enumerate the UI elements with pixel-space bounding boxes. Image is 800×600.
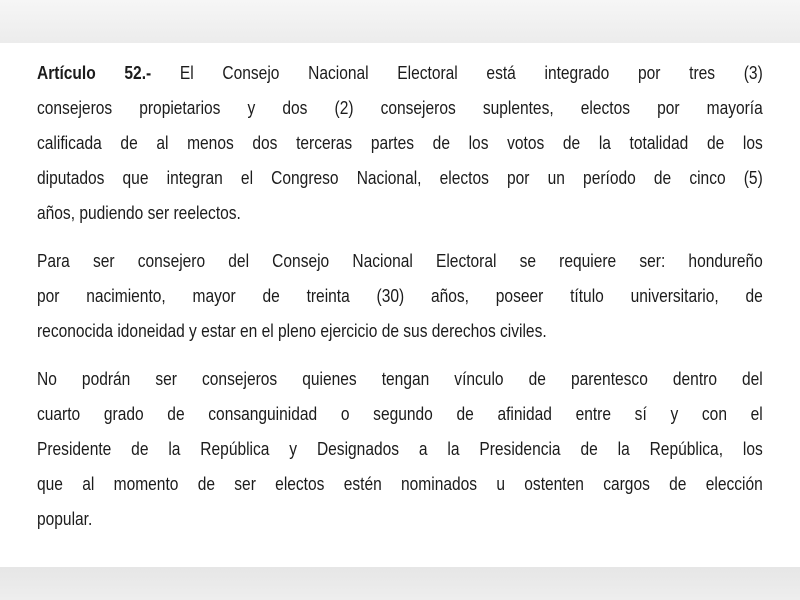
article-text bbox=[37, 55, 763, 549]
text-line: Para ser consejero del Consejo Nacional Electoral se requiere ser: hondureño bbox=[37, 250, 763, 271]
paragraph-3 bbox=[37, 361, 763, 536]
text-line: No podrán ser consejeros quienes tengan vínculo de parentesco dentro del bbox=[37, 368, 763, 389]
text-line: calificada de al menos dos terceras partes de los votos de la totalidad de los bbox=[37, 132, 763, 153]
bottom-border bbox=[0, 567, 800, 600]
text-line: reconocida idoneidad y estar en el pleno ejercicio de sus derechos civiles. bbox=[37, 320, 547, 341]
document-page bbox=[0, 43, 800, 567]
text-line: Artículo 52.- El Consejo Nacional Electoral está integrado por tres (3) bbox=[37, 62, 763, 83]
top-border bbox=[0, 0, 800, 43]
text-line: cuarto grado de consanguinidad o segundo de afinidad entre sí y con el bbox=[37, 403, 763, 424]
paragraph-1 bbox=[37, 55, 763, 230]
text-line: por nacimiento, mayor de treinta (30) años, poseer título universitario, de bbox=[37, 285, 763, 306]
paragraph-2 bbox=[37, 243, 763, 348]
text-line: años, pudiendo ser reelectos. bbox=[37, 202, 241, 223]
text-line: diputados que integran el Congreso Nacional, electos por un período de cinco (5) bbox=[37, 167, 763, 188]
text-line: Presidente de la República y Designados a la Presidencia de la República, los bbox=[37, 438, 763, 459]
article-heading: Artículo 52.- bbox=[37, 62, 152, 83]
text-line: popular. bbox=[37, 508, 93, 529]
text-line: consejeros propietarios y dos (2) consejeros suplentes, electos por mayoría bbox=[37, 97, 763, 118]
text-line: que al momento de ser electos estén nominados u ostenten cargos de elección bbox=[37, 473, 763, 494]
